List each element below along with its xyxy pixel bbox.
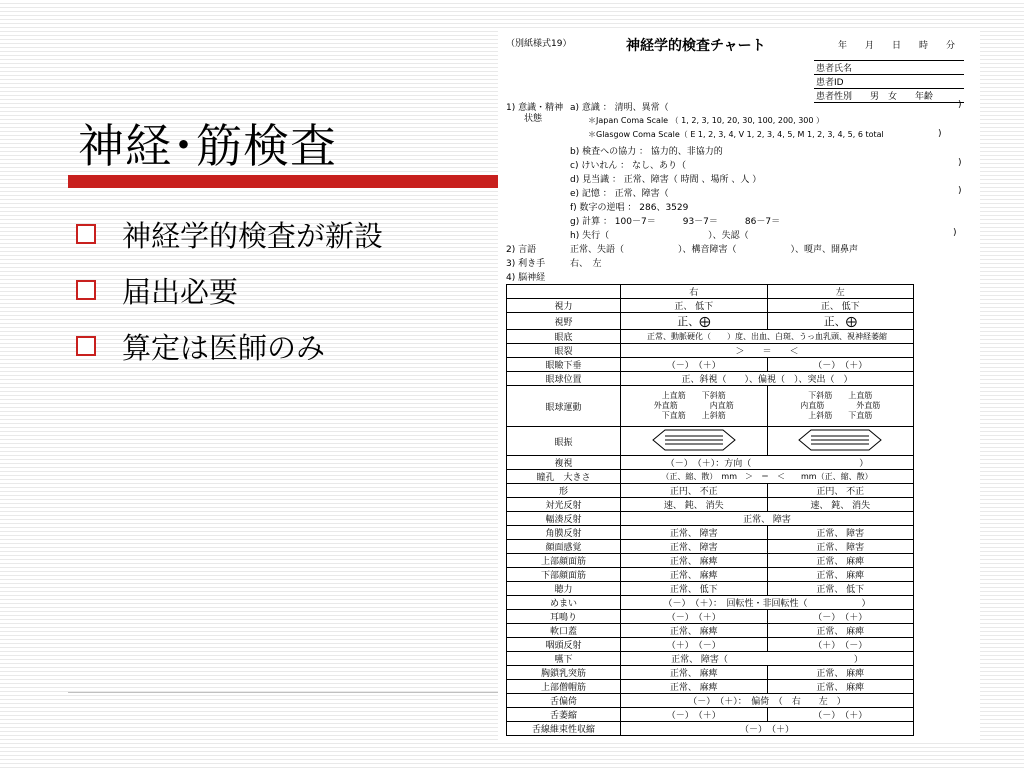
- row-label: 胸鎖乳突筋: [507, 666, 621, 680]
- row-label: 複視: [507, 456, 621, 470]
- cell-right: 速、 鈍、 消失: [621, 498, 768, 512]
- header-blank: [507, 285, 621, 299]
- cell-right: 正常、 障害: [621, 540, 768, 554]
- handedness-line: 右、 左: [570, 259, 602, 269]
- cell-right: （＋） （－）: [621, 638, 768, 652]
- cell-span: （－） （＋）: [621, 722, 914, 736]
- cell-left: 正、 低下: [767, 299, 914, 313]
- em-left-mid: 内直筋 外直筋: [800, 401, 881, 410]
- cell-right: （－） （＋）: [621, 610, 768, 624]
- patient-id-label: 患者ID: [814, 75, 964, 89]
- cell-span: 正常、動脈硬化（ ）度、出血、白斑、うっ血乳頭、視神経萎縮: [621, 330, 914, 344]
- cell-left: （－） （＋）: [767, 708, 914, 722]
- em-right-top: 上直筋 下斜筋: [661, 391, 726, 400]
- row-label: 聴力: [507, 582, 621, 596]
- eye-movement-left: [767, 386, 914, 427]
- row-label: 嚥下: [507, 652, 621, 666]
- cell-left: （＋） （－）: [767, 638, 914, 652]
- section-consciousness-sub: 状態: [524, 114, 543, 124]
- cell-span: 正常、 障害（ ）: [621, 652, 914, 666]
- eye-movement-right: [621, 386, 768, 427]
- cell-span: （－） （＋）：方向（ ）: [621, 456, 914, 470]
- form-number: （別紙様式19）: [506, 39, 572, 49]
- row-label: 耳鳴り: [507, 610, 621, 624]
- cell-right: 正常、 障害: [621, 526, 768, 540]
- square-bullet-icon: [76, 280, 96, 300]
- section-consciousness: 1) 意識・精神: [506, 103, 564, 113]
- row-label: 顔面感覚: [507, 540, 621, 554]
- footer-divider: [68, 692, 498, 693]
- neuro-chart-document: [498, 30, 980, 742]
- patient-sex-label: 患者性別 男 女 年齢: [814, 89, 964, 103]
- paren-close: ): [938, 129, 942, 139]
- cell-right: （－） （＋）: [621, 358, 768, 372]
- square-bullet-icon: [76, 336, 96, 356]
- row-label: 下部顔面筋: [507, 568, 621, 582]
- row-label: 眼裂: [507, 344, 621, 358]
- digit-span-line: f) 数字の逆唱 ： 286、3529: [570, 203, 689, 213]
- speech-line: 正常、失語（ ）、構音障害（ ）、嗄声、開鼻声: [570, 245, 859, 255]
- cell-left: 正常、 障害: [767, 526, 914, 540]
- row-label: 軟口蓋: [507, 624, 621, 638]
- header-left: 左: [767, 285, 914, 299]
- patient-name-label: 患者氏名: [814, 61, 964, 75]
- cell-right: 正常、 低下: [621, 582, 768, 596]
- row-label: 眼球運動: [507, 386, 621, 427]
- gcs-line: ＊Glasgow Coma Scale（ E 1, 2, 3, 4, V 1, 2, 3, 4, 5, M 1, 2, 3, 4, 5, 6 total: [588, 130, 884, 139]
- nystagmus-diagram-icon: [651, 428, 737, 452]
- header-right: 右: [621, 285, 768, 299]
- date-fields: 年 月 日 時 分: [838, 41, 956, 51]
- row-label: 輻湊反射: [507, 512, 621, 526]
- nystagmus-left: [767, 427, 914, 456]
- consciousness-line: a) 意識 ： 清明、異常（: [570, 103, 669, 113]
- row-label: 眼底: [507, 330, 621, 344]
- em-right-mid: 外直筋 内直筋: [653, 401, 734, 410]
- bullet-item: [76, 206, 383, 262]
- em-right-bot: 下直筋 上斜筋: [661, 411, 726, 420]
- paren-close: ): [958, 100, 962, 110]
- cell-left: 正常、 麻痺: [767, 554, 914, 568]
- row-label: 舌偏倚: [507, 694, 621, 708]
- nystagmus-right: [621, 427, 768, 456]
- orientation-line: d) 見当識 ： 正常、障害（ 時間 、場所 、人 ）: [570, 175, 762, 185]
- patient-info-table: [814, 60, 964, 103]
- slide-title: 神経･筋検査: [78, 119, 337, 173]
- jcs-line: ＊Japan Coma Scale （ 1, 2, 3, 10, 20, 30, 100, 200, 300 ）: [588, 116, 825, 125]
- bullet-text: 届出必要: [122, 274, 239, 309]
- row-label: 瞳孔 大きさ: [507, 470, 621, 484]
- cell-right: 正常、 麻痺: [621, 680, 768, 694]
- cell-left: （－） （＋）: [767, 358, 914, 372]
- cell-left: 正常、 麻痺: [767, 680, 914, 694]
- cell-span: 正、斜視（ ）、偏視（ ）、突出（ ）: [621, 372, 914, 386]
- paren-close: ): [953, 228, 957, 238]
- row-label: 眼球位置: [507, 372, 621, 386]
- memory-line: e) 記憶 ： 正常、障害（: [570, 189, 669, 199]
- seizure-line: c) けいれん ： なし、あり（: [570, 161, 687, 171]
- cell-right: 正常、 麻痺: [621, 568, 768, 582]
- row-label: 咽頭反射: [507, 638, 621, 652]
- bullet-text: 算定は医師のみ: [122, 330, 326, 365]
- row-label: 視力: [507, 299, 621, 313]
- cell-left: 速、 鈍、 消失: [767, 498, 914, 512]
- cell-left: 正常、 低下: [767, 582, 914, 596]
- em-left-bot: 上斜筋 下直筋: [808, 411, 873, 420]
- cranial-nerve-table: [506, 284, 914, 736]
- cell-right: 正常、 麻痺: [621, 624, 768, 638]
- bullet-list: [76, 206, 383, 374]
- paren-close: ): [958, 158, 962, 168]
- row-label: 視野: [507, 313, 621, 330]
- cell-right: （－） （＋）: [621, 708, 768, 722]
- cell-right: 正常、 麻痺: [621, 666, 768, 680]
- row-label: 眼瞼下垂: [507, 358, 621, 372]
- cell-right: 正常、 麻痺: [621, 554, 768, 568]
- row-label: 対光反射: [507, 498, 621, 512]
- row-label: めまい: [507, 596, 621, 610]
- cell-left: 正常、 麻痺: [767, 624, 914, 638]
- row-label: 眼振: [507, 427, 621, 456]
- paren-close: ): [958, 186, 962, 196]
- document-title: 神経学的検査チャート: [626, 38, 766, 54]
- cooperation-line: b) 検査への協力 ： 協力的、非協力的: [570, 147, 723, 157]
- row-label: 上部僧帽筋: [507, 680, 621, 694]
- cell-right: 正円、 不正: [621, 484, 768, 498]
- apraxia-line: h) 失行（ ）、失認（: [570, 231, 749, 241]
- cell-right: 正、⨁: [621, 313, 768, 330]
- calculation-line: g) 計算 ： 100－7＝ 93－7＝ 86－7＝: [570, 217, 781, 227]
- cell-left: 正、⨁: [767, 313, 914, 330]
- bullet-item: [76, 318, 383, 374]
- cell-span: （正、縮、散） mm ＞ ＝ ＜ mm（正、縮、散）: [621, 470, 914, 484]
- bullet-item: [76, 262, 383, 318]
- cell-span: 正常、 障害: [621, 512, 914, 526]
- cell-left: 正常、 障害: [767, 540, 914, 554]
- cell-left: 正常、 麻痺: [767, 568, 914, 582]
- row-label: 上部顔面筋: [507, 554, 621, 568]
- bullet-text: 神経学的検査が新設: [122, 218, 384, 253]
- section-handedness: 3) 利き手: [506, 259, 546, 269]
- cell-span: ＞ ＝ ＜: [621, 344, 914, 358]
- row-label: 形: [507, 484, 621, 498]
- cell-span: （－） （＋）： 回転性・非回転性（ ）: [621, 596, 914, 610]
- cell-left: 正円、 不正: [767, 484, 914, 498]
- cell-left: （－） （＋）: [767, 610, 914, 624]
- row-label: 角膜反射: [507, 526, 621, 540]
- nystagmus-diagram-icon: [797, 428, 883, 452]
- row-label: 舌線維束性収縮: [507, 722, 621, 736]
- em-left-top: 下斜筋 上直筋: [808, 391, 873, 400]
- row-label: 舌萎縮: [507, 708, 621, 722]
- cell-span: （－） （＋）： 偏倚 （ 右 左 ）: [621, 694, 914, 708]
- title-underline-bar: [68, 175, 498, 188]
- section-cranial-nerves: 4) 脳神経: [506, 273, 546, 283]
- cell-left: 正常、 麻痺: [767, 666, 914, 680]
- section-speech: 2) 言語: [506, 245, 537, 255]
- cell-right: 正、 低下: [621, 299, 768, 313]
- square-bullet-icon: [76, 224, 96, 244]
